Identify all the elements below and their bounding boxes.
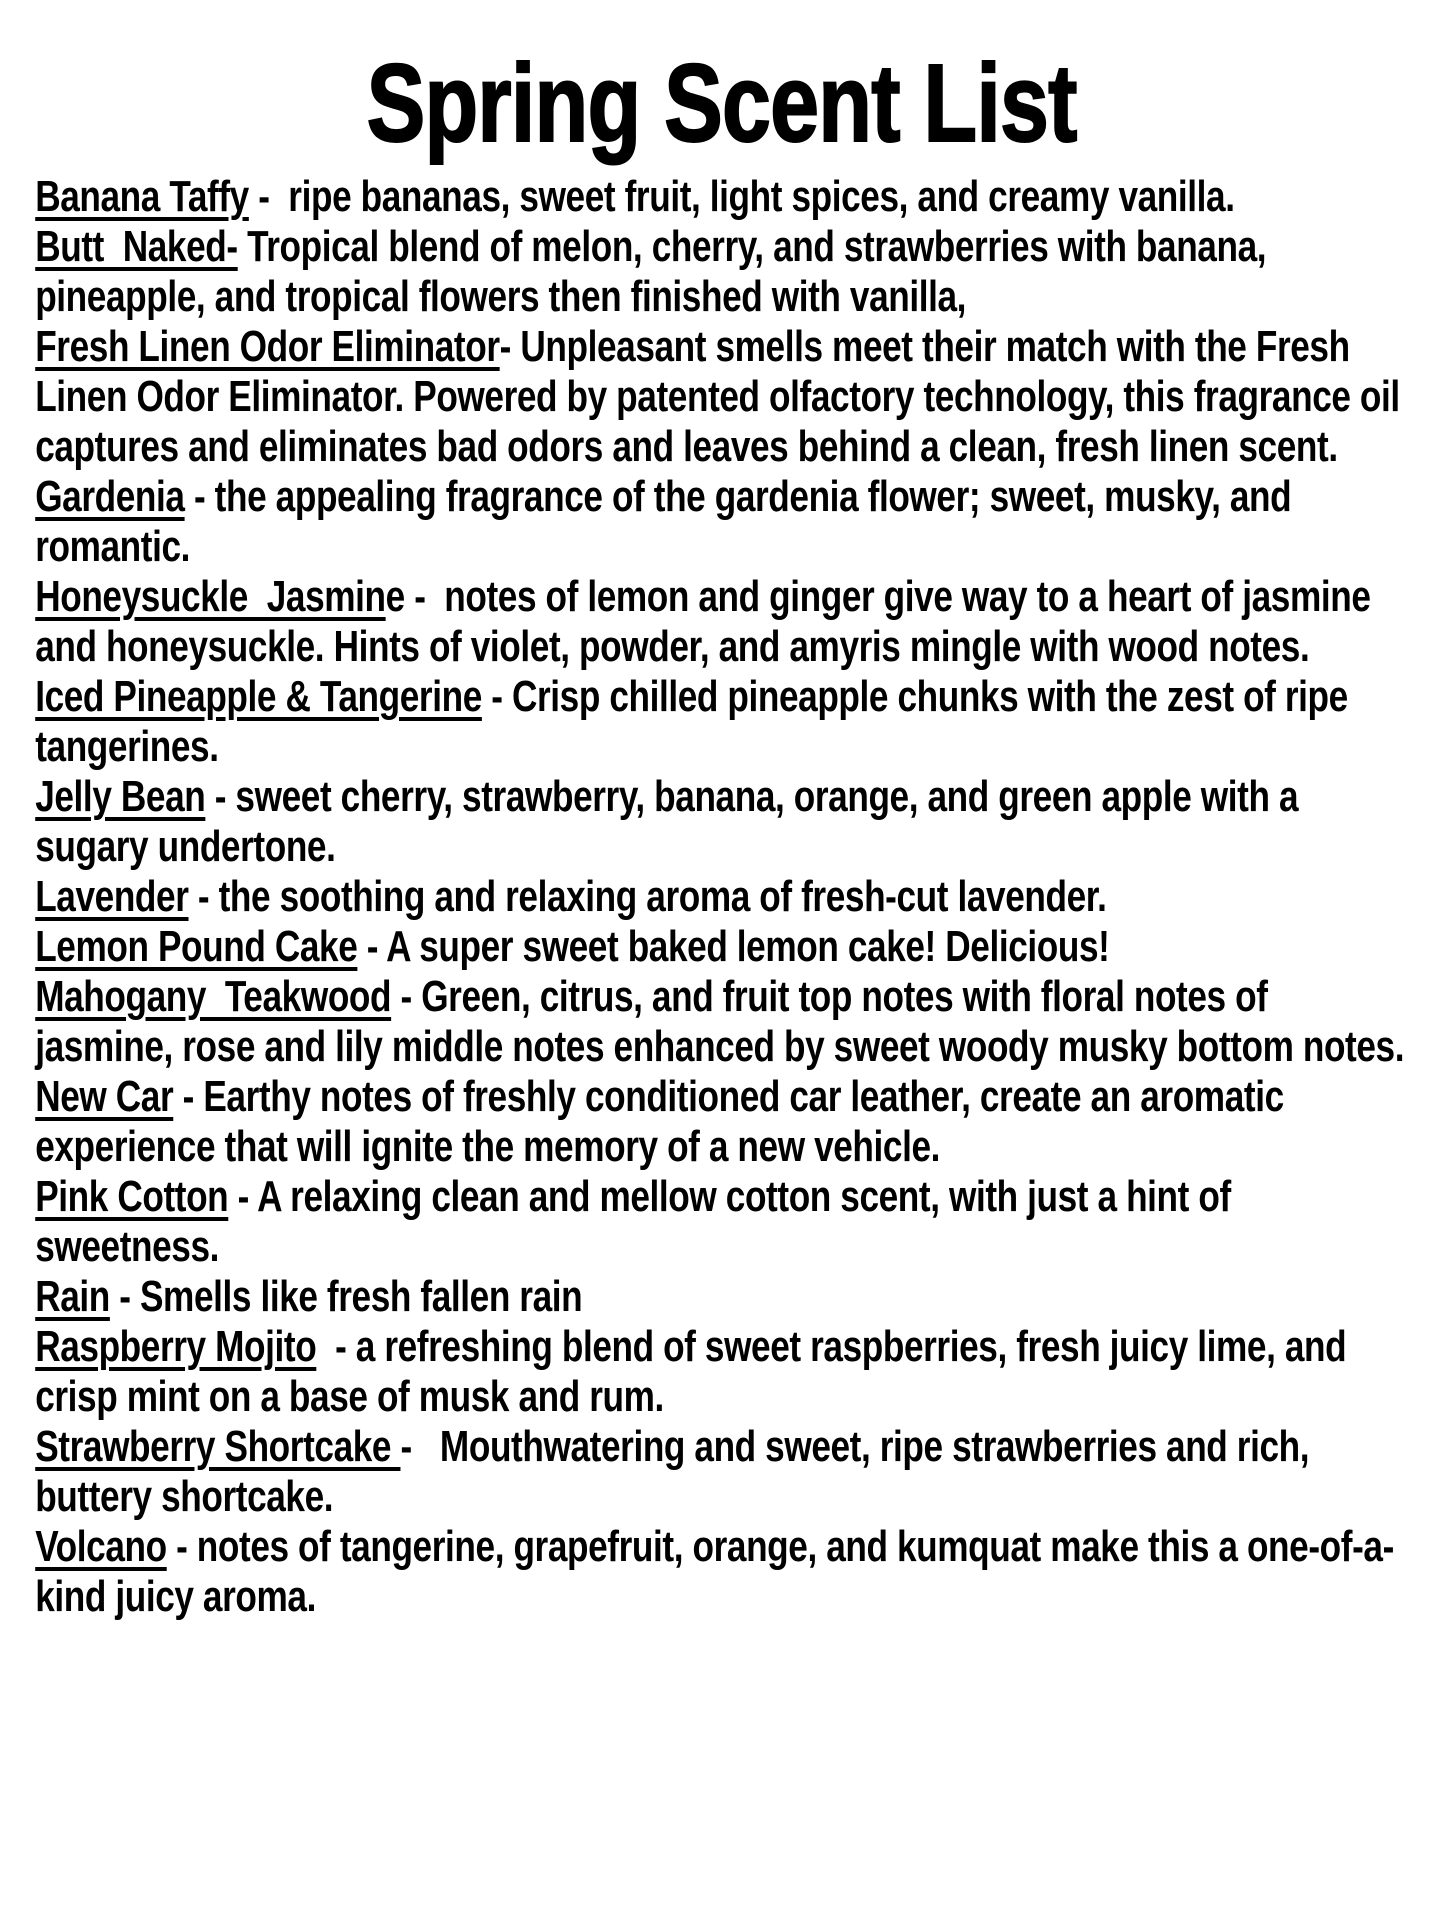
scent-entry <box>35 1272 1408 1322</box>
scent-name: Volcano <box>35 1522 167 1571</box>
scent-entry <box>35 872 1408 922</box>
scent-description: Tropical blend of melon, cherry, and strawberries with banana, pineapple, and tropical flowers then finished with vanilla, <box>35 222 1276 321</box>
scent-name: Rain <box>35 1272 110 1321</box>
scent-name: Pink Cotton <box>35 1172 229 1221</box>
scent-name: Banana Taffy <box>35 172 249 221</box>
scent-description: - Smells like fresh fallen rain <box>109 1272 583 1321</box>
scent-description: - the appealing fragrance of the gardenia flower; sweet, musky, and romantic. <box>35 472 1301 571</box>
scent-name: Mahogany Teakwood <box>35 972 392 1021</box>
scent-entry <box>35 772 1408 872</box>
scent-name: Jelly Bean <box>35 772 206 821</box>
scent-name: New Car <box>35 1072 174 1121</box>
scent-entry <box>35 1172 1408 1272</box>
scent-description: - the soothing and relaxing aroma of fresh-cut lavender. <box>188 872 1107 921</box>
scent-name: Strawberry Shortcake <box>35 1422 401 1471</box>
scent-name: Iced Pineapple & Tangerine <box>35 672 482 721</box>
scent-name: Gardenia <box>35 472 185 521</box>
document-page <box>0 44 1445 1622</box>
scent-description: - Green, citrus, and fruit top notes with floral notes of jasmine, rose and lily middle notes enhanced by sweet woody musky bottom notes. <box>35 972 1405 1071</box>
scent-name-suffix: e <box>385 572 405 621</box>
scent-entry <box>35 1072 1408 1172</box>
scent-name: Fresh Linen Odor Eliminator <box>35 322 500 371</box>
page-title: Spring Scent List <box>366 42 1077 165</box>
scent-description: - Earthy notes of freshly conditioned car leather, create an aromatic experience that will ignite the memory of a new vehicle. <box>35 1072 1294 1171</box>
scent-name: Honeysuckle Jasmin <box>35 572 386 621</box>
scent-description: - Unpleasant smells meet their match with the Fresh Linen Odor Eliminator. Powered by patented olfactory technology, this fragrance oil captures and eliminates bad odors and leaves behind a clean, fresh linen scent. <box>35 322 1410 471</box>
scent-entry <box>35 172 1408 222</box>
scent-entry <box>35 222 1408 322</box>
scent-name: Lemon Pound Cake <box>35 922 358 971</box>
scent-description: - Mouthwatering and sweet, ripe strawberries and rich, buttery shortcake. <box>35 1422 1319 1521</box>
scent-description: - a refreshing blend of sweet raspberries, fresh juicy lime, and crisp mint on a base of musk and rum. <box>35 1322 1356 1421</box>
scent-entry <box>35 922 1408 972</box>
scent-entry <box>35 1322 1408 1422</box>
scent-name: Butt Naked- <box>35 222 238 271</box>
scent-name: Lavender <box>35 872 189 921</box>
scent-description: - A super sweet baked lemon cake! Delicious! <box>357 922 1110 971</box>
scent-entry <box>35 672 1408 772</box>
scent-entry <box>35 472 1408 572</box>
scent-entry <box>35 972 1408 1072</box>
scent-description: - sweet cherry, strawberry, banana, orange, and green apple with a sugary undertone. <box>35 772 1308 871</box>
scent-entry <box>35 1522 1408 1622</box>
scent-list <box>35 172 1408 1622</box>
scent-description: - A relaxing clean and mellow cotton scent, with just a hint of sweetness. <box>35 1172 1241 1271</box>
scent-description: - notes of tangerine, grapefruit, orange, and kumquat make this a one-of-a-kind juicy aroma. <box>35 1522 1394 1621</box>
scent-entry <box>35 322 1408 472</box>
scent-description: - Crisp chilled pineapple chunks with the zest of ripe tangerines. <box>35 672 1358 771</box>
scent-entry <box>35 1422 1408 1522</box>
scent-entry <box>35 572 1408 672</box>
scent-description: - ripe bananas, sweet fruit, light spices, and creamy vanilla. <box>248 172 1235 221</box>
scent-name: Raspberry Mojito <box>35 1322 317 1371</box>
scent-description: - notes of lemon and ginger give way to a heart of jasmine and honeysuckle. Hints of violet, powder, and amyris mingle with wood notes. <box>35 572 1380 671</box>
